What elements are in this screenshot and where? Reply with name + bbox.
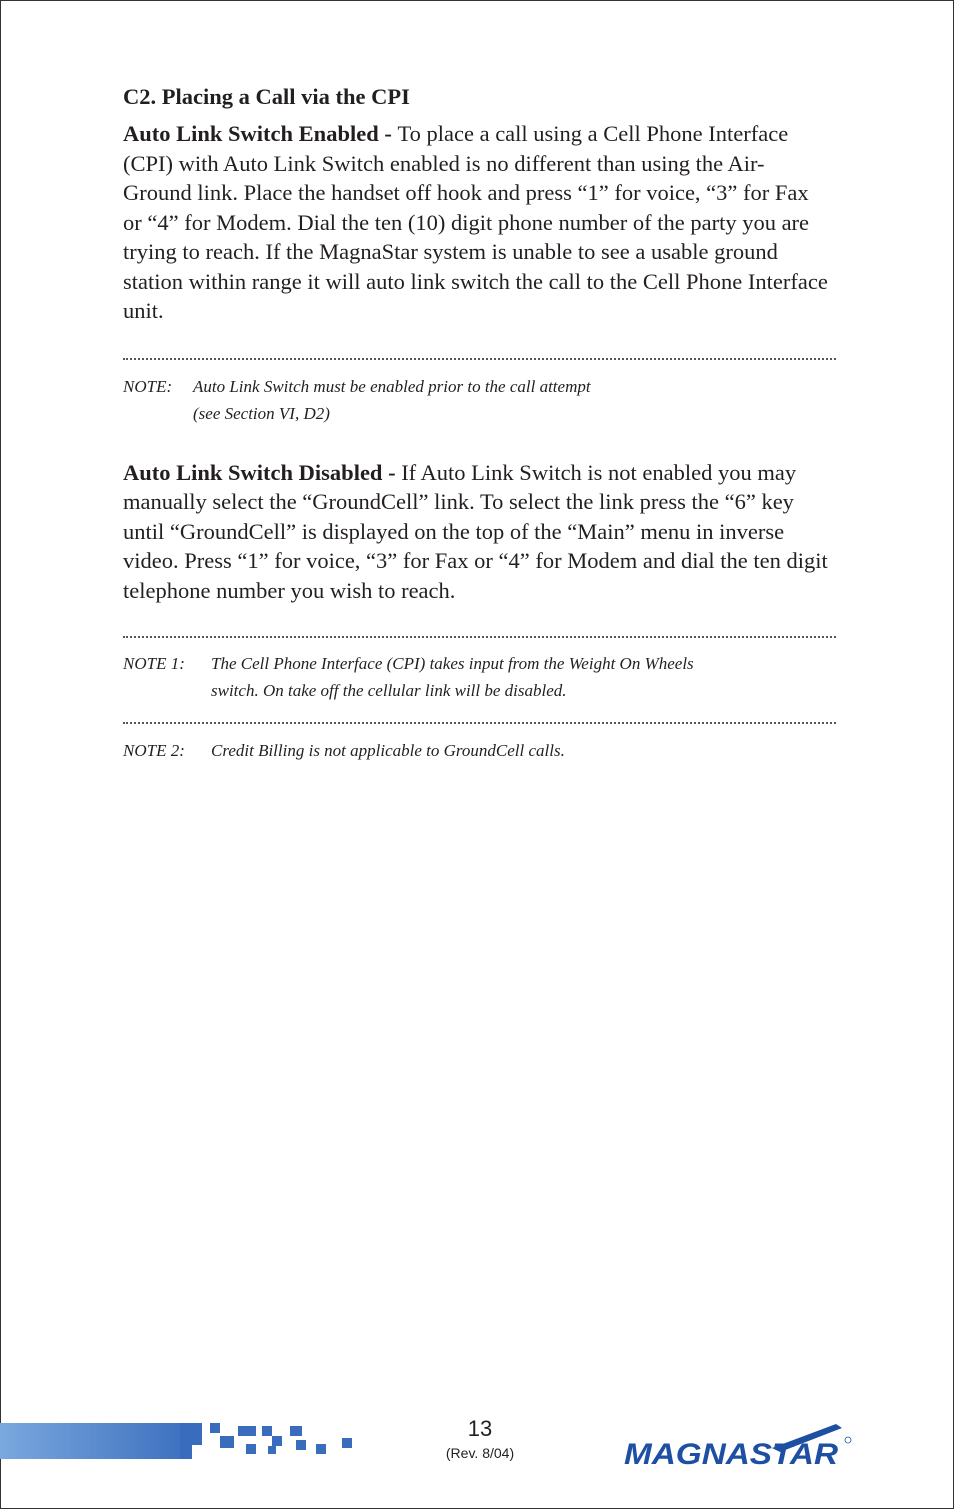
logo-wordmark: MAGNASTAR: [624, 1438, 839, 1470]
note-1: [123, 650, 838, 704]
page-number: 13: [467, 1416, 493, 1441]
page-content: [123, 82, 838, 764]
pixel-block: [316, 1444, 326, 1454]
pixel-block: [268, 1446, 276, 1454]
footer-gradient-bar: [0, 1423, 180, 1459]
note-text-line: Auto Link Switch must be enabled prior to the call attempt: [193, 376, 591, 396]
dotted-divider: [123, 636, 836, 638]
pixel-block: [246, 1444, 256, 1454]
note-label: NOTE:: [123, 376, 173, 396]
auto-link-disabled-text: If Auto Link Switch is not enabled you may manually select the “GroundCell” link. To select the link press the “6” key until “GroundCell” is displayed on the top of the “Main” menu in inverse video. Press “1” for voice, “3” for Fax or “4” for Modem and dial the ten digit telephone number you wish to reach.: [123, 459, 828, 603]
pixel-block: [220, 1436, 234, 1448]
note-2: [123, 737, 838, 764]
pixel-block: [262, 1426, 272, 1436]
auto-link-enabled-label: Auto Link Switch Enabled -: [123, 121, 398, 146]
registered-mark: [845, 1437, 851, 1443]
note-text-line: switch. On take off the cellular link will be disabled.: [211, 681, 567, 700]
note-label: NOTE 2:: [123, 741, 185, 760]
pixel-block: [272, 1436, 282, 1446]
note-label: NOTE 1:: [123, 654, 185, 673]
pixel-block: [210, 1423, 220, 1433]
note-text-line: The Cell Phone Interface (CPI) takes input from the Weight On Wheels: [211, 654, 694, 673]
pixel-block: [342, 1438, 352, 1448]
note-enabled: [123, 373, 838, 427]
pixel-block: [238, 1426, 256, 1436]
auto-link-disabled-paragraph: [123, 458, 835, 606]
auto-link-enabled-paragraph: [123, 119, 829, 326]
auto-link-enabled-text: To place a call using a Cell Phone Interface (CPI) with Auto Link Switch enabled is no different than using the Air-Ground link. Place the handset off hook and press “1” for voice, “3” for Fax or “4” for Modem. Dial the ten (10) digit phone number of the party you are trying to reach. If the MagnaStar system is unable to see a usable ground station within range it will auto link switch the call to the Cell Phone Interface unit.: [123, 121, 828, 323]
pixel-block: [180, 1445, 192, 1459]
pixel-block: [290, 1426, 302, 1436]
section-heading: C2. Placing a Call via the CPI: [123, 84, 410, 109]
dotted-divider: [123, 722, 836, 724]
pixel-block: [296, 1440, 306, 1450]
revision-label: (Rev. 8/04): [445, 1445, 515, 1461]
pixel-block: [180, 1423, 202, 1445]
dotted-divider: [123, 358, 836, 360]
note-text-line: Credit Billing is not applicable to GroundCell calls.: [211, 741, 565, 760]
note-text-line: (see Section VI, D2): [193, 403, 330, 423]
magnastar-logo: [622, 1418, 854, 1470]
auto-link-disabled-label: Auto Link Switch Disabled -: [123, 459, 402, 485]
